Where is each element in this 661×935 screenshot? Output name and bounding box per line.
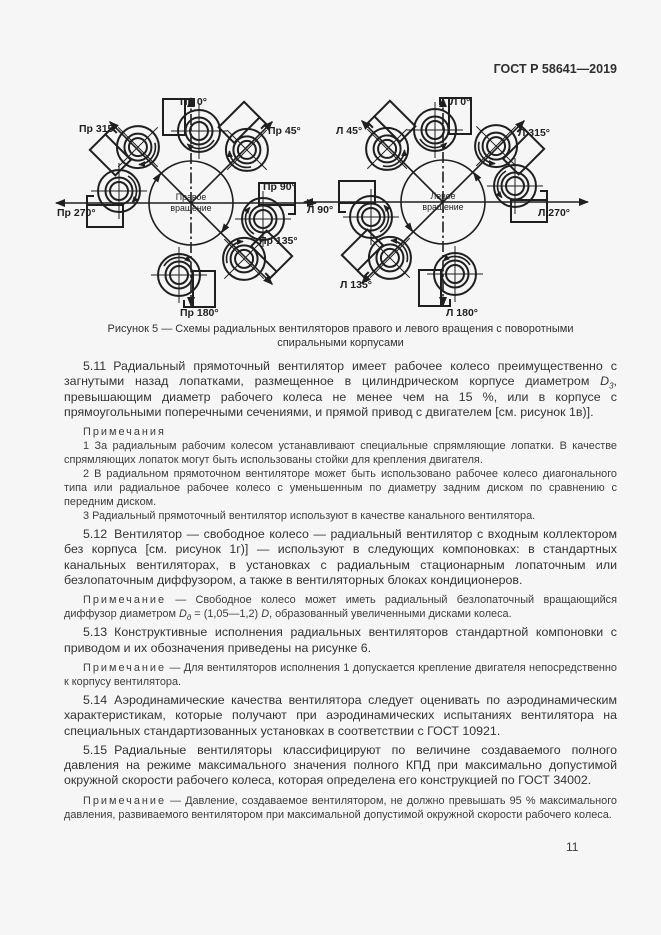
rotation-arrowhead (405, 223, 414, 233)
clause-number: 5.11 (83, 359, 107, 373)
document-body (64, 359, 617, 822)
fan-angle-label: Пр 90° (263, 181, 296, 193)
fan-symbol (456, 104, 544, 192)
fan-symbol (419, 246, 483, 306)
paragraph-5-12: 5.12 Вентилятор — свободное колесо — радиальный вентилятор с входным коллектором без корпуса [см. рисунок 1г)] — используют в следующих компоновках: в стандартных канальных вентиляторах, в установках с радиальным стационарным лопаточным или безлопаточным диффузором, а также в вентиляторных блоках кондиционеров. (64, 527, 617, 588)
rotation-direction-label: вращение (422, 202, 464, 212)
right-rotation-fan-diagram (52, 92, 322, 330)
variable-D: $D_3$ (600, 374, 614, 391)
fan-angle-label: Л 270° (538, 207, 571, 219)
fan-symbol (204, 214, 292, 302)
clause-number: 5.13 (83, 625, 108, 640)
note-5-13: Примечание — Для вентиляторов исполнения 1 допускается крепление двигателя непосредственно к корпусу вентилятора. (64, 661, 617, 688)
doc-number: ГОСТ Р 58641—2019 (493, 62, 617, 76)
rotation-direction-label: Левое (430, 191, 456, 201)
clause-number: 5.12 (83, 527, 108, 542)
note-5-11-1: 1 За радиальным рабочим колесом устанавливают специальные спрямляющие лопатки. В качестве спрямляющих лопаток могут быть использованы стойки для крепления двигателя. (64, 440, 617, 467)
paragraph-5-14: 5.14 Аэродинамические качества вентилятора следует оценивать по аэродинамическим характеристикам, которые получают при аэродинамических испытаниях вентилятора на специальных стандартизованных установках в соответствии с ГОСТ 10921. (64, 692, 617, 738)
variable-Dd: $D_д$ (178, 608, 192, 623)
note-5-11-3: 3 Радиальный прямоточный вентилятор используют в качестве канального вентилятора. (83, 510, 536, 523)
fan-angle-label: Пр 180° (180, 307, 219, 319)
figure-caption (64, 323, 617, 350)
rotation-arrowhead (221, 224, 230, 234)
fan-angle-label: Л 315° (518, 127, 551, 139)
paragraph-5-13: 5.13 Конструктивные исполнения радиальных вентиляторов стандартной компоновки с приводом и их обозначения приведены на рисунке 6. (64, 625, 617, 655)
fan-angle-label: Пр 270° (57, 207, 96, 219)
fan-angle-label: Л 0° (450, 96, 471, 108)
variable-D: D (261, 608, 270, 621)
fan-symbol (151, 247, 215, 307)
fan-symbol (90, 105, 178, 193)
fan-angle-label: Пр 315° (79, 123, 118, 135)
fan-angle-label: Л 90° (307, 204, 334, 216)
fan-angle-label: Л 180° (446, 307, 479, 319)
fan-angle-label: Л 45° (336, 125, 363, 137)
figure-caption-line2: спиральными корпусами (277, 336, 404, 349)
clause-number: 5.15 (83, 742, 108, 757)
rotation-arrowhead (473, 171, 482, 181)
figure-caption-line1: Рисунок 5 — Схемы радиальных вентиляторов правого и левого вращения с поворотными (107, 323, 574, 335)
notes-header-5-11: Примечания (83, 426, 166, 439)
paragraph-5-15: 5.15 Радиальные вентиляторы классифицируют по величине создаваемого полного давления на режиме максимального значения полного КПД при максимально допустимой окружной скорости рабочего колеса, которая определена его конструкцией по ГОСТ 34002. (64, 742, 617, 788)
fan-angle-label: Л 135° (340, 279, 373, 291)
paragraph-5-11: 5.11 Радиальный прямоточный вентилятор имеет рабочее колесо преимущественно с загнутыми назад лопатками, размещенное в цилиндрическом корпусе диаметром $D_3$, превышающим диаметр рабочего колеса не менее чем на 15 %, или в корпусе с прямоугольными поперечными сечениями, и прямой привод с двигателем [см. рисунок 1в)]. (64, 359, 617, 419)
fan-angle-label: Пр 45° (268, 125, 301, 137)
fan-symbol (339, 181, 399, 245)
rotation-direction-label: Правое (175, 192, 207, 202)
page-number: 11 (566, 840, 579, 854)
fan-angle-label: Пр 0° (180, 96, 207, 108)
note-5-15: Примечание — Давление, создаваемое вентилятором, не должно превышать 95 % максимального давления, развиваемого вентилятором при максимальной допустимой окружной скорости рабочего колеса. (64, 794, 617, 821)
fan-angle-label: Пр 135° (259, 235, 298, 247)
note-5-12: Примечание — Свободное колесо может иметь радиальный безлопаточный вращающийся диффузор диаметром $D_д$ = (1,05—1,2) D, образованный увеличенными дисками колеса. (64, 594, 617, 623)
rotation-direction-label: вращение (170, 203, 212, 213)
fan-symbol (163, 99, 227, 159)
left-rotation-fan-diagram (300, 92, 592, 330)
rotation-arrowhead (153, 172, 162, 182)
note-5-11-2: 2 В радиальном прямоточном вентиляторе может быть использовано рабочее колесо диагонального типа или радиальное рабочее колесо с уменьшенным по диаметру задним диском по сравнению с передним диском. (64, 468, 617, 509)
clause-number: 5.14 (83, 692, 108, 707)
